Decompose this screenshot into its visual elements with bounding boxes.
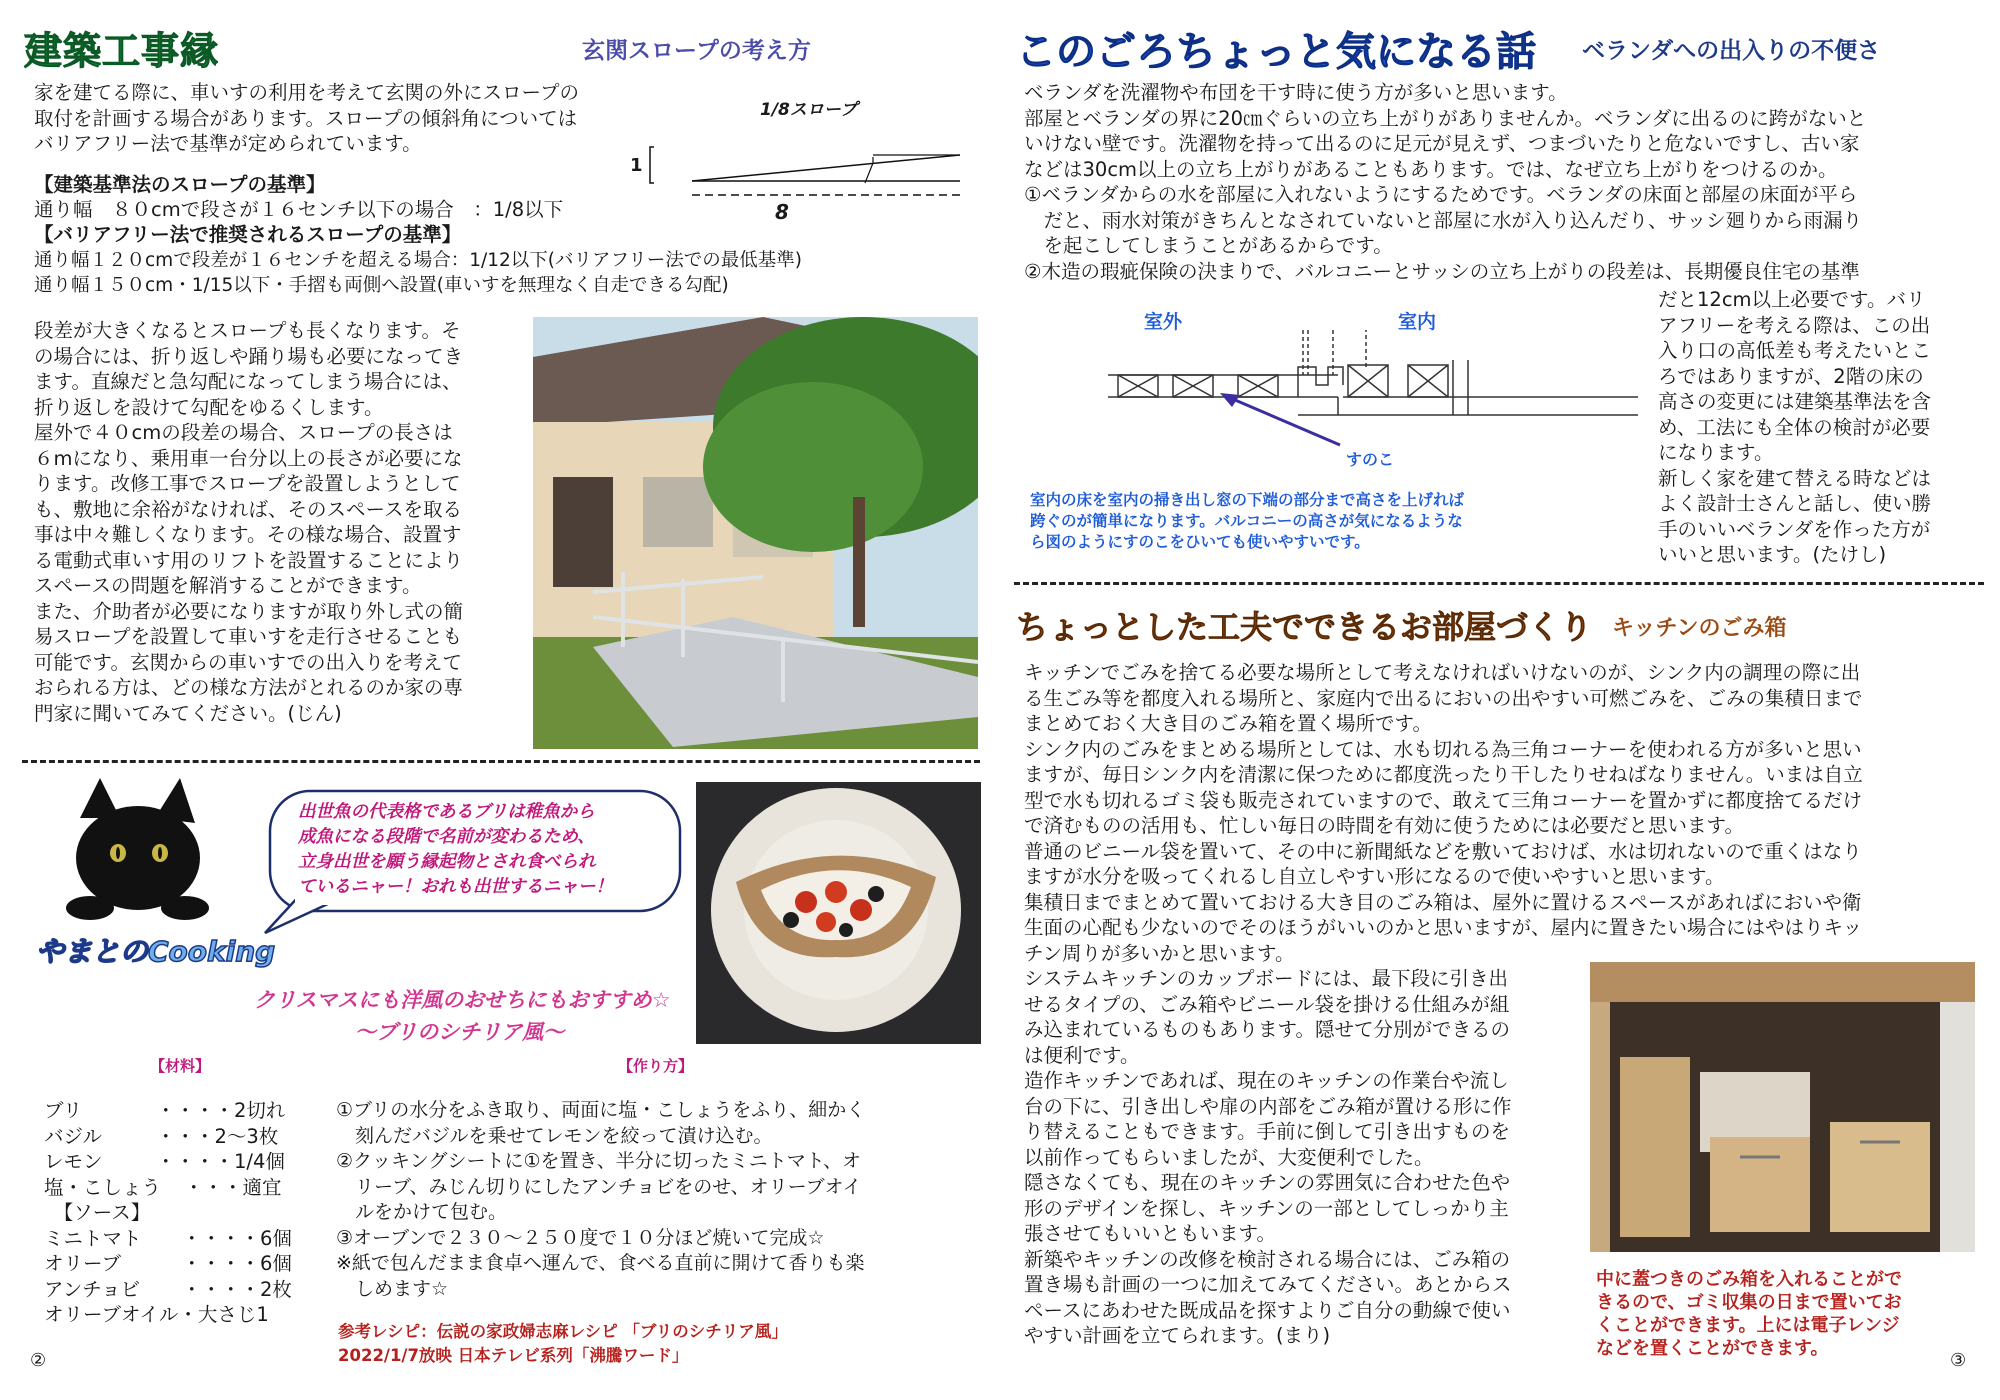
standard-line-3: 通り幅１５０cm・1/15以下・手摺も両側へ設置(車いすを無理なく自走できる勾配): [34, 275, 729, 296]
ingredient-name: ブリ: [44, 1099, 83, 1122]
slope-body: 段差が大きくなるとスロープも長くなります。そ の場合には、折り返しや踊り場も必要になってき ます。直線だと急勾配になってしまう場合には、 折り返しを設けて勾配をゆるくします。 屋外で４０cmの段差の場合、スロープの長さは ６mになり、乗用車一台分以上の長さが必要にな ります。改修工事でスロープを設置しようとして も、敷地に余裕がなければ、そのスペースを取る 事は中々難しくなります。その様な場合、設置す る電動式車いす用のリフトを設置することにより スペースの問題を解消することができます。 また、介助者が必要になりますが取り外し式の簡 易スロープを設置して車いすを走行させることも 可能です。玄関からの車いすでの出入りを考えて おられる方は、どの様な方法がとれるのか家の専 門家に聞いてみてください。(じん): [34, 319, 464, 725]
dish-illustration: [696, 782, 981, 1044]
section-title-concern: このごろちょっと気になる話: [1016, 29, 1536, 75]
kitchen-bin-illustration: [1590, 962, 1975, 1252]
cooking-tagline-2: ～ブリのシチリア風～: [355, 1020, 565, 1044]
recipe-reference-1: 参考レシピ：伝説の家政婦志麻レシピ 「ブリのシチリア風」: [338, 1322, 788, 1341]
veranda-section-drawing: [1108, 305, 1638, 475]
ingredient-amount: ・・・・2切れ: [156, 1099, 286, 1122]
ingredient-row: [44, 1124, 344, 1150]
section-title-room: ちょっとした工夫でできるお部屋づくり: [1016, 608, 1593, 646]
section-subtitle-slope: 玄関スロープの考え方: [582, 38, 811, 64]
house-ramp-illustration: [533, 317, 978, 749]
ingredient-name: アンチョビ: [44, 1277, 141, 1301]
standard-line-2: 通り幅１２０cmで段差が１６センチを超える場合：1/12以下(バリアフリー法での最低基準): [34, 250, 802, 271]
ingredient-row: [44, 1175, 344, 1201]
section-subtitle-veranda: ベランダへの出入りの不便さ: [1582, 38, 1881, 64]
section-title-construction: 建築工事縁: [24, 29, 220, 73]
diagram-outside-label: 室外: [1144, 311, 1183, 333]
method-steps: ①ブリの水分をふき取り、両面に塩・こしょうをふり、細かく 刻んだバジルを乗せてレモンを絞って漬け込む。 ②クッキングシートに①を置き、半分に切ったミニトマト、オ リーブ、みじん切りにしたアンチョビをのせ、オリーブオイ ルをかけて包む。 ③オーブンで２３０～２５０度で１０分ほど焼いて完成☆ ※紙で包んだまま食卓へ運んで、食べる直前に開けて香りも楽 しめます☆: [336, 1099, 866, 1300]
cooking-tagline-1: クリスマスにも洋風のおせちにもおすすめ☆: [254, 988, 671, 1012]
ingredient-amount: ・・・適宜: [184, 1175, 282, 1199]
veranda-body-top: ベランダを洗濯物や布団を干す時に使う方が多いと思います。 部屋とベランダの界に20㎝ぐらいの立ち上がりがありませんか。ベランダに出るのに跨がないと いけない壁です。洗濯物を持って出るのに足元が見えず、つまづいたりと危ないですし、古い家 などは30cm以上の立ち上がりがあることもあります。では、なぜ立ち上がりをつけるのか。 ①ベランダからの水を部屋に入れないようにするためです。ベランダの床面と部屋の床面が平ら だと、雨水対策がきちんとなされていないと部屋に水が入り込んだり、サッシ廻りから雨漏り を起こしてしまうことがあるからです。 ②木造の瑕疵保険の決まりで、バルコニーとサッシの立ち上がりの段差は、長期優良住宅の基準: [1024, 81, 1867, 283]
ingredient-name: 塩・こしょう: [44, 1175, 162, 1199]
kitchen-caption: 中に蓋つきのごみ箱を入れることがで きるので、ゴミ収集の日まで置いてお くことができます。上には電子レンジ などを置くことができます。: [1596, 1269, 1902, 1359]
diagram-pointer-label: すのこ: [1346, 450, 1395, 469]
ingredient-amount: ・・・・1/4個: [156, 1150, 285, 1173]
method-label: 【作り方】: [618, 1057, 694, 1075]
ingredient-name: 【ソース】: [44, 1201, 151, 1224]
ingredient-name: オリーブオイル・大さじ1: [44, 1303, 269, 1326]
cooking-logo: やまとのCooking: [36, 935, 276, 968]
ingredient-row: [44, 1302, 344, 1328]
ingredient-row: [44, 1200, 344, 1226]
ingredient-name: オリーブ: [44, 1252, 122, 1275]
kitchen-body-top: キッチンでごみを捨てる必要な場所として考えなければいけないのが、シンク内の調理の際に出 る生ごみ等を都度入れる場所と、家庭内で出るにおいの出やすい可燃ごみを、ごみの集積日まで まとめておく大き目のごみ箱を置く場所です。 シンク内のごみをまとめる場所としては、水も切れる為三角コーナーを使われる方が多いと思い ますが、毎日シンク内を清潔に保つために都度洗ったり干したりせねばなりません。いまは自立 型で水も切れるゴミ袋も販売されていますので、敢えて三角コーナーを置かずに都度捨てるだけ で済むものの活用も、忙しい毎日の時間を有効に使うためには必要だと思います。 普通のビニール袋を置いて、その中に新聞紙などを敷いておけば、水は切れないので重くはなり ますが水分を吸ってくれるし自立しやすい形になるので使いやすいと思います。 集積日までまとめて置いておける大き目のごみ箱は、屋外に置けるスペースがあればにおいや衛 生面の心配も少ないのでそのほうがいいのかと思いますが、屋内に置きたい場合にはやはりキッ チン周りが多いかと思います。: [1024, 661, 1863, 965]
ingredient-name: バジル: [44, 1124, 103, 1148]
ingredient-row: [44, 1251, 344, 1277]
kitchen-body-side: システムキッチンのカップボードには、最下段に引き出 せるタイプの、ごみ箱やビニール袋を掛ける仕組みが組 み込まれているものもあります。隠せて分別ができるの は便利です。 造作キッチンであれば、現在のキッチンの作業台や流し 台の下に、引き出しや扉の内部をごみ箱が置ける形に作 り替えることもできます。手前に倒して引き出すものを 以前作ってもらいましたが、大変便利でした。 隠さなくても、現在のキッチンの雰囲気に合わせた色や 形のデザインを探し、キッチンの一部としてしっかり主 張させてもいいともいます。 新築やキッチンの改修を検討される場合には、ごみ箱の 置き場も計画の一つに加えてみてください。あとからス ペースにあわせた既成品を探すよりご自分の動線で使い やすい計画を立てられます。(まり): [1024, 967, 1512, 1347]
slope-diagram-lines: [620, 95, 1000, 225]
black-cat-image: [60, 778, 210, 928]
standard-heading-1: 【建築基準法のスロープの基準】: [34, 173, 326, 196]
left-divider: [22, 760, 980, 763]
page-number-right: ③: [1950, 1350, 1967, 1371]
ingredients-label: 【材料】: [150, 1057, 211, 1075]
right-divider: [1014, 582, 1984, 585]
ingredient-row: [44, 1277, 344, 1303]
standard-line-1: 通り幅 ８０cmで段さが１６センチ以下の場合 ：1/8以下: [34, 198, 564, 221]
ingredient-name: ミニトマト: [44, 1226, 142, 1250]
slope-diagram-label: 1/8スロープ: [760, 100, 858, 120]
ingredient-row: [44, 1226, 344, 1252]
ingredient-row: [44, 1149, 344, 1175]
ingredient-amount: ・・・・6個: [182, 1252, 292, 1275]
standard-heading-2: 【バリアフリー法で推奨されるスロープの基準】: [34, 223, 462, 246]
ingredients-list: [44, 1098, 344, 1328]
kitchen-bin-photo: [1590, 962, 1975, 1252]
diagram-inside-label: 室内: [1398, 311, 1437, 333]
slope-diagram-rise: 1: [630, 155, 643, 176]
speech-bubble-text: 出世魚の代表格であるブリは稚魚から 成魚になる段階で名前が変わるため、 立身出世を願う縁起物とされ食べられ ているニャー！おれも出世するニャー！: [298, 802, 613, 897]
veranda-body-side: だと12cm以上必要です。バリ アフリーを考える際は、この出 入り口の高低差も考えたいとこ ろではありますが、2階の床の 高さの変更には建築基準法を含 め、工法にも全体の検討が必要 になります。 新しく家を建て替える時などは よく設計士さんと話し、使い勝 手のいいベランダを作った方が いいと思います。(たけし): [1658, 288, 1932, 566]
veranda-diagram: [1108, 305, 1638, 475]
ingredient-row: [44, 1098, 344, 1124]
cat-illustration: [60, 778, 210, 928]
slope-diagram: [620, 95, 1000, 225]
recipe-reference-2: 2022/1/7放映 日本テレビ系列「沸騰ワード」: [338, 1346, 689, 1365]
slope-diagram-run: 8: [775, 200, 789, 224]
ingredient-name: レモン: [44, 1150, 103, 1173]
section-subtitle-kitchen: キッチンのごみ箱: [1612, 616, 1787, 641]
slope-intro: 家を建てる際に、車いすの利用を考えて玄関の外にスロープの 取付を計画する場合があります。スロープの傾斜角については バリアフリー法で基準が定められています。: [34, 81, 580, 155]
veranda-caption: 室内の床を室内の掃き出し窓の下端の部分まで高さを上げれば 跨ぐのが簡単になります。バルコニーの高さが気になるような ら図のようにすのこをひいても使いやすいです。: [1030, 491, 1465, 551]
dish-photo: [696, 782, 981, 1044]
page-number-left: ②: [30, 1350, 47, 1371]
ingredient-amount: ・・・2～3枚: [156, 1124, 279, 1148]
house-ramp-photo: [533, 317, 978, 749]
ingredient-amount: ・・・・2枚: [182, 1277, 292, 1301]
ingredient-amount: ・・・・6個: [182, 1226, 292, 1250]
